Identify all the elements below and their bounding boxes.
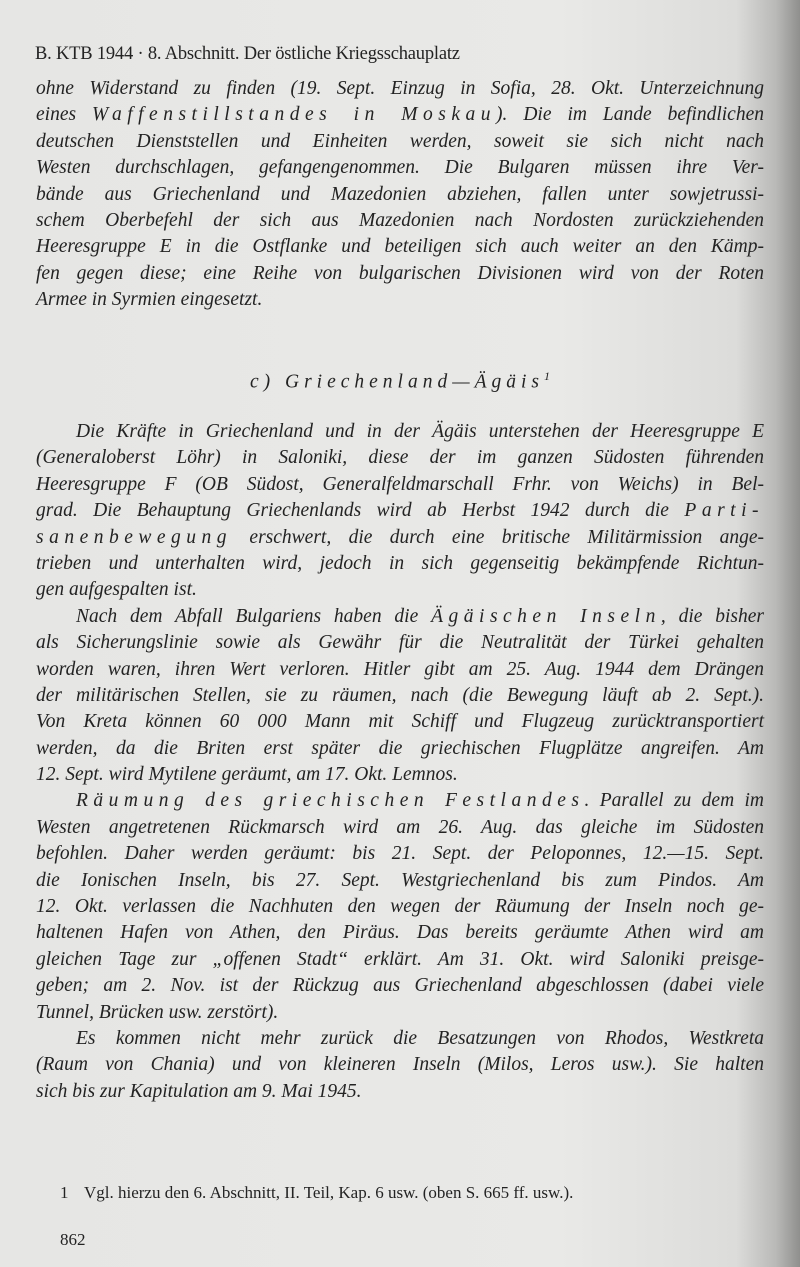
text-span: Armee in Syrmien eingesetzt. — [36, 289, 263, 311]
text-line — [36, 261, 764, 287]
text-line — [36, 525, 764, 551]
text-line — [36, 736, 764, 762]
text-span: fen gegen diese; eine Reihe von bulgarischen Divisionen wird von der Roten — [36, 262, 764, 284]
text-line — [36, 868, 764, 894]
text-line — [36, 894, 764, 920]
text-span: geben; am 2. Nov. ist der Rückzug aus Griechenland abgeschlossen (dabei viele — [36, 975, 764, 997]
spaced-emphasis: Ägäischen Inseln — [431, 605, 661, 627]
text-line — [36, 1079, 764, 1105]
text-line — [36, 657, 764, 683]
text-span: ). Die im Lande befindlichen — [496, 104, 764, 126]
text-span: grad. Die Behauptung Griechenlands wird ab Herbst 1942 durch die — [36, 500, 685, 522]
text-line — [36, 762, 764, 788]
text-line — [36, 1026, 764, 1052]
text-line — [36, 947, 764, 973]
text-line — [36, 419, 764, 445]
spaced-emphasis: Waffenstillstandes in Moskau — [92, 104, 497, 126]
text-span: Es kommen nicht mehr zurück die Besatzungen von Rhodos, Westkreta — [76, 1027, 764, 1049]
body-text-block-2 — [36, 419, 764, 1105]
text-line — [36, 208, 764, 234]
text-span: ohne Widerstand zu finden (19. Sept. Einzug in Sofia, 28. Okt. Unterzeichnung — [36, 78, 764, 99]
text-span: die Ionischen Inseln, bis 27. Sept. Westgriechenland bis zum Pindos. Am — [36, 869, 764, 891]
text-span: Heeresgruppe E in die Ostflanke und beteiligen sich auch weiter an den Kämp- — [36, 236, 764, 258]
text-line — [36, 577, 764, 603]
text-span: (Generaloberst Löhr) in Saloniki, diese der im ganzen Südosten führenden — [36, 447, 764, 469]
text-span: Westen angetretenen Rückmarsch wird am 26. Aug. das gleiche im Südosten — [36, 816, 764, 838]
text-line — [36, 1000, 764, 1026]
text-span: der militärischen Stellen, sie zu räumen, nach (die Bewegung läuft ab 2. Sept.). — [36, 684, 764, 706]
text-span: haltenen Hafen von Athen, den Piräus. Das bereits geräumte Athen wird am — [36, 922, 764, 944]
text-span: (Raum von Chania) und von kleineren Inseln (Milos, Leros usw.). Sie halten — [36, 1054, 764, 1076]
section-heading — [0, 369, 800, 394]
text-span: als Sicherungslinie sowie als Gewähr für die Neutralität der Türkei gehalten — [36, 632, 764, 654]
text-line — [36, 683, 764, 709]
text-line — [36, 973, 764, 999]
text-span: gleichen Tage zur „offenen Stadt“ erklärt. Am 31. Okt. wird Saloniki preisge- — [36, 948, 764, 970]
running-head: B. KTB 1944 · 8. Abschnitt. Der östliche Kriegsschauplatz — [35, 44, 460, 64]
text-line — [36, 630, 764, 656]
text-line — [36, 498, 764, 524]
text-line — [36, 604, 764, 630]
text-line — [36, 788, 764, 814]
page-number: 862 — [60, 1230, 86, 1249]
spaced-emphasis: sanenbewegung — [36, 526, 233, 548]
footnote-ref: 1 — [544, 369, 550, 383]
text-span: worden waren, ihren Wert verloren. Hitler gibt am 25. Aug. 1944 dem Drängen — [36, 658, 764, 680]
spaced-emphasis: Räumung des griechischen Festlandes — [76, 790, 585, 812]
text-line — [36, 234, 764, 260]
text-line — [36, 709, 764, 735]
text-span: erschwert, die durch eine britische Militärmission ange- — [232, 526, 764, 548]
text-span: Nach dem Abfall Bulgariens haben die — [76, 605, 432, 627]
text-span: schem Oberbefehl der sich aus Mazedonien nach Nordosten zurückziehenden — [36, 209, 764, 231]
text-span: trieben und unterhalten wird, jedoch in sich gegenseitig bekämpfende Richtun- — [36, 552, 764, 574]
text-span: werden, da die Briten erst später die griechischen Flugplätze angreifen. Am — [36, 737, 764, 759]
text-line — [36, 287, 764, 313]
text-span: deutschen Dienststellen und Einheiten werden, soweit sie sich nicht nach — [36, 130, 764, 152]
text-span: Die Kräfte in Griechenland und in der Ägäis unterstehen der Heeresgruppe E — [76, 421, 764, 442]
text-span: befohlen. Daher werden geräumt: bis 21. Sept. der Peloponnes, 12.—15. Sept. — [36, 843, 764, 865]
text-line — [36, 920, 764, 946]
text-span: Westen durchschlagen, gefangengenommen. Die Bulgaren müssen ihre Ver- — [36, 157, 764, 179]
section-heading-text: c) Griechenland—Ägäis — [249, 371, 544, 393]
text-line — [36, 76, 764, 102]
text-span: , die bisher — [660, 605, 764, 627]
footnote — [60, 1183, 573, 1203]
text-span: Heeresgruppe F (OB Südost, Generalfeldmarschall Frhr. von Weichs) in Bel- — [36, 473, 764, 495]
text-line — [36, 102, 764, 128]
text-span: . Parallel zu dem im — [584, 790, 765, 812]
text-line — [36, 841, 764, 867]
text-span: Tunnel, Brücken usw. zerstört). — [36, 1001, 279, 1023]
body-text-block-1 — [36, 76, 764, 314]
text-line — [36, 551, 764, 577]
text-span: eines — [36, 104, 93, 126]
text-span: sich bis zur Kapitulation am 9. Mai 1945. — [36, 1080, 362, 1102]
text-line — [36, 472, 764, 498]
text-line — [36, 129, 764, 155]
spaced-emphasis: Parti- — [684, 500, 764, 522]
text-line — [36, 815, 764, 841]
text-span: 12. Sept. wird Mytilene geräumt, am 17. Okt. Lemnos. — [36, 764, 458, 786]
text-line — [36, 445, 764, 471]
footnote-number: 1 — [60, 1183, 69, 1202]
text-span: gen aufgespalten ist. — [36, 579, 197, 601]
text-line — [36, 182, 764, 208]
text-span: Von Kreta können 60 000 Mann mit Schiff und Flugzeug zurücktransportiert — [36, 711, 764, 733]
text-line — [36, 155, 764, 181]
text-span: bände aus Griechenland und Mazedonien abziehen, fallen unter sowjetrussi- — [36, 183, 764, 205]
text-span: 12. Okt. verlassen die Nachhuten den wegen der Räumung der Inseln noch ge- — [36, 896, 764, 918]
footnote-text: Vgl. hierzu den 6. Abschnitt, II. Teil, Kap. 6 usw. (oben S. 665 ff. usw.). — [84, 1183, 574, 1202]
text-line — [36, 1052, 764, 1078]
